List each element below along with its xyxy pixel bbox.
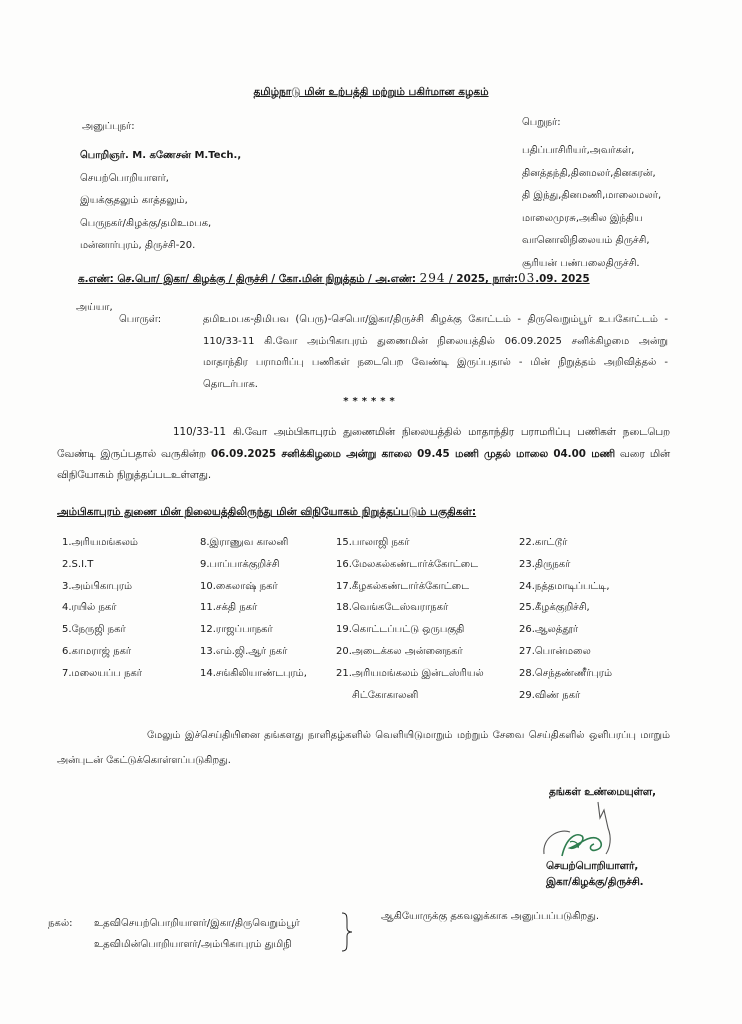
signature-scribble — [540, 798, 660, 858]
area-item: 16.மேலகல்கண்டார்க்கோட்டை — [336, 558, 479, 570]
sender-address: மன்னார்புரம், திருச்சி-20. — [80, 240, 196, 251]
organization-title — [0, 86, 742, 99]
closing-paragraph — [57, 723, 670, 773]
sender-label: அனுப்புநர்: — [82, 121, 135, 132]
subject-text: தமிஉமபக-திமிபவ (பெரு)-செபொ/இகா/திருச்சி கிழக்கு கோட்டம் - திருவெறும்பூர் உபகோட்டம் - 110/33-11 கி.வோ அம்பிகாபுரம் துணைமின் நிலையத்தில் 06.09.2025 சனிக்கிழமை அன்று மாதாந்திர பராமரிப்பு பணிகள் நடைபெற வேண்டி இருப்பதால் - மின் நிறுத்தம் அறிவித்தல் - தொடர்பாக. — [203, 314, 668, 390]
area-item: 4.ரயில் நகர் — [62, 602, 117, 614]
recipient-line: வானொலிநிலையம் திருச்சி, — [522, 235, 650, 246]
area-item: 24.நத்தமாடிப்பட்டி, — [519, 580, 610, 592]
area-item: 14.சங்கிலியாண்டபுரம், — [200, 667, 307, 679]
sender-designation: செயற்பொறியாளர், — [80, 172, 169, 184]
area-item-continuation: சிட்கோகாலனி — [352, 689, 419, 701]
sender-division: பெருநகர்/கிழக்கு/தமிஉமபக, — [80, 217, 212, 229]
area-item: 5.நேருஜி நகர் — [62, 624, 126, 636]
signatory-title: செயற்பொறியாளர், — [546, 860, 639, 872]
copy-note: ஆகியோருக்கு தகவலுக்காக அனுப்பப்படுகிறது. — [381, 911, 600, 922]
area-item: 7.மலையப்ப நகர் — [62, 667, 143, 679]
recipient-line: சூரியன் பண்பலைதிருச்சி. — [522, 257, 640, 269]
area-item: 23.திருநகர் — [519, 558, 571, 570]
recipient-line: மாலைமுரசு,அகில இந்திய — [522, 212, 643, 224]
reference-line — [78, 271, 590, 286]
body-part-3: வரை மின் விநியோகம் நிறுத்தப்படஉள்ளது. — [57, 447, 670, 481]
area-item: 25.கீழக்குறிச்சி, — [519, 602, 590, 614]
signature-stroke-green — [562, 835, 601, 856]
affected-areas-heading: அம்பிகாபுரம் துணை மின் நிலையத்திலிருந்து மின் விநியோகம் நிறுத்தப்படும் பகுதிகள்: — [57, 506, 477, 518]
copy-recipient: உதவிமின்பொறியாளர்/அம்பிகாபுரம் துமிநி — [94, 939, 292, 950]
body-part-1: 110/33-11 கி.வோ அம்பிகாபுரம் துணைமின் நிலையத்தில் மாதாந்திர பராமரிப்பு பணிகள் நடைபெற வேண்டி இருப்பதால் வருகின்ற — [57, 426, 670, 460]
organization-title-text: தமிழ்நாடு மின் உற்பத்தி மற்றும் பகிர்மான கழகம் — [253, 86, 489, 98]
salutation: அய்யா, — [76, 302, 113, 313]
area-item: 9.பாப்பாக்குறிச்சி — [200, 558, 280, 570]
area-item: 2.S.I.T — [62, 558, 94, 570]
closing-text: மேலும் இச்செய்தியினை தங்களது நாளிதழ்களில் வெளியிடுமாறும் மற்றும் சேவை செய்திகளில் ஒளிபரப்பு மாறும் அன்புடன் கேட்டுக்கொள்ளப்படுகிறது. — [57, 730, 670, 766]
area-item: 10.கைலாஷ் நகர் — [200, 580, 278, 592]
recipient-block — [522, 140, 661, 275]
reference-suffix: / 2025, நாள்: — [445, 273, 518, 285]
area-item: 18.வெங்கடேஸ்வராநகர் — [336, 602, 449, 614]
signature-stroke-gray — [598, 802, 610, 854]
reference-number: 294 — [419, 271, 446, 285]
area-item: 15.பாலாஜி நகர் — [336, 537, 410, 548]
signature-stroke-gray — [544, 831, 570, 854]
area-item: 22.காட்டூர் — [519, 537, 568, 548]
sender-dept: இயக்குதலும் காத்தலும், — [80, 195, 188, 206]
body-paragraph — [57, 422, 670, 487]
area-item: 27.பொன்மலை — [519, 645, 591, 657]
area-item: 19.கொட்டப்பட்டு ஒருபகுதி — [336, 624, 465, 636]
reference-date-rest: .09. 2025 — [535, 273, 590, 285]
area-item: 1.அரியமங்கலம் — [62, 537, 138, 548]
signatory-office: இகா/கிழக்கு/திருச்சி. — [546, 876, 644, 888]
valediction: தங்கள் உண்மையுள்ள, — [549, 786, 656, 798]
area-item: 8.இராணுவ காலனி — [200, 537, 289, 548]
body-outage-time: 06.09.2025 சனிக்கிழமை அன்று காலை 09.45 மணி முதல் மாலை 04.00 மணி — [210, 447, 615, 460]
area-item: 17.கீழகல்கண்டார்க்கோட்டை — [336, 580, 470, 592]
area-item: 29.விண் நகர் — [519, 689, 581, 701]
area-item: 12.ராஜப்பாநகர் — [200, 624, 273, 636]
area-item: 21.அரியமங்கலம் இன்டஸ்ரியல் — [336, 667, 484, 679]
subject-label: பொருள்: — [119, 314, 162, 325]
copy-recipient: உதவிசெயற்பொறியாளர்/இகா/திருவெறும்பூர் — [94, 918, 300, 929]
area-item: 13.எம்.ஜி.ஆர் நகர் — [200, 645, 288, 657]
area-item: 3.அம்பிகாபுரம் — [62, 580, 133, 592]
areas-column-3 — [336, 532, 484, 706]
area-item: 11.சக்தி நகர் — [200, 602, 258, 614]
area-item: 20.அடைக்கல அன்னைநகர் — [336, 645, 463, 657]
sender-block — [80, 145, 241, 258]
reference-date-day: 03 — [517, 271, 536, 285]
recipient-line: தினத்தந்தி,தினமலர்,தினகரன், — [522, 167, 656, 179]
areas-column-2 — [200, 532, 307, 685]
areas-column-4 — [519, 532, 612, 706]
copy-label: நகல்: — [48, 918, 73, 929]
recipient-line: பதிப்பாசிரியர்,அவர்கள், — [522, 145, 635, 156]
area-item: 28.செந்தண்ணீர்புரம் — [519, 667, 612, 679]
separator-stars: ****** — [343, 396, 399, 407]
right-brace-icon — [340, 912, 354, 952]
area-item: 6.காமராஜ் நகர் — [62, 645, 132, 657]
sender-name: பொறிஞர். M. கணேசன் M.Tech., — [80, 150, 242, 161]
areas-column-1 — [62, 532, 142, 685]
recipient-line: தி இந்து,தினமணி,மாலைமலர், — [522, 190, 662, 201]
reference-prefix: க.எண்: செ.பொ/ இகா/ கிழக்கு / திருச்சி / கோ.மின் நிறுத்தம் / அ.எண்: — [78, 273, 420, 285]
recipient-label: பெறுநர்: — [522, 117, 561, 128]
area-item: 26.ஆலத்தூர் — [519, 624, 579, 636]
